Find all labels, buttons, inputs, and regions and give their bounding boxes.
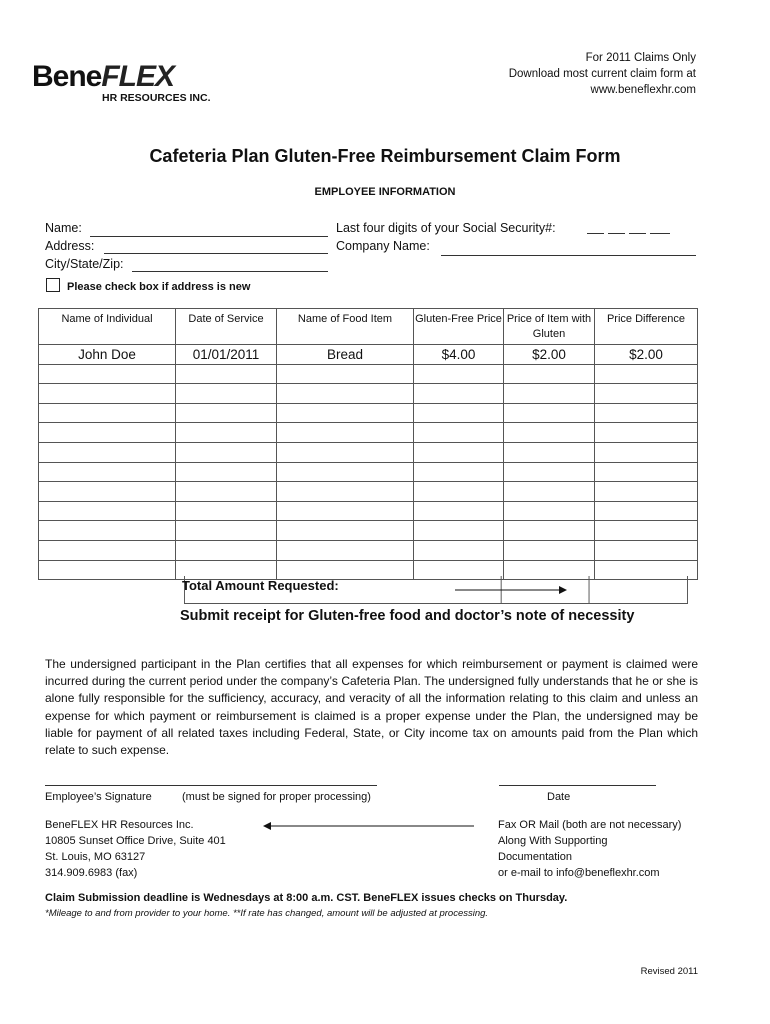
empty-cell[interactable] xyxy=(176,521,277,541)
documentation-line: Documentation xyxy=(498,851,572,863)
empty-cell[interactable] xyxy=(504,462,595,482)
empty-cell[interactable] xyxy=(595,501,698,521)
col-header-gluten-free-price: Gluten-Free Price xyxy=(414,309,504,345)
empty-cell[interactable] xyxy=(277,501,414,521)
form-title: Cafeteria Plan Gluten-Free Reimbursement Claim Form xyxy=(149,146,621,166)
empty-cell[interactable] xyxy=(277,521,414,541)
empty-cell[interactable] xyxy=(414,423,504,443)
empty-cell[interactable] xyxy=(39,423,176,443)
ssn-label: Last four digits of your Social Security#: xyxy=(336,221,556,235)
empty-cell[interactable] xyxy=(504,423,595,443)
empty-cell[interactable] xyxy=(504,482,595,502)
empty-cell[interactable] xyxy=(504,384,595,404)
table-row xyxy=(39,345,698,365)
ssn-digit-1[interactable] xyxy=(587,233,604,234)
must-sign-note: (must be signed for proper processing) xyxy=(182,791,371,803)
cell-gluten-price[interactable]: $2.00 xyxy=(504,345,595,365)
empty-cell[interactable] xyxy=(504,442,595,462)
signature-field[interactable] xyxy=(45,785,377,786)
col-header-food-item: Name of Food Item xyxy=(277,309,414,345)
submit-receipt-note: Submit receipt for Gluten-free food and doctor’s note of necessity xyxy=(180,608,635,624)
claims-table xyxy=(38,308,698,580)
email-line: or e-mail to info@beneflexhr.com xyxy=(498,867,660,879)
logo-wordmark xyxy=(32,60,174,94)
empty-cell[interactable] xyxy=(595,540,698,560)
cell-individual[interactable]: John Doe xyxy=(39,345,176,365)
empty-cell[interactable] xyxy=(176,540,277,560)
empty-cell[interactable] xyxy=(595,482,698,502)
section-title: EMPLOYEE INFORMATION xyxy=(314,186,456,198)
address-label: Address: xyxy=(45,239,95,253)
left-arrow-icon xyxy=(263,820,475,832)
total-amount-label: Total Amount Requested: xyxy=(182,578,339,593)
empty-cell[interactable] xyxy=(176,403,277,423)
empty-cell[interactable] xyxy=(39,442,176,462)
empty-cell[interactable] xyxy=(39,560,176,580)
empty-cell[interactable] xyxy=(414,442,504,462)
empty-cell[interactable] xyxy=(277,403,414,423)
table-row xyxy=(39,364,698,384)
empty-cell[interactable] xyxy=(595,442,698,462)
empty-cell[interactable] xyxy=(504,501,595,521)
empty-cell[interactable] xyxy=(39,364,176,384)
empty-cell[interactable] xyxy=(176,442,277,462)
submission-instructions xyxy=(498,817,681,881)
address-line-2: 10805 Sunset Office Drive, Suite 401 xyxy=(45,835,226,847)
company-name-field[interactable] xyxy=(441,255,696,256)
table-row xyxy=(39,540,698,560)
empty-cell[interactable] xyxy=(414,462,504,482)
table-row xyxy=(39,521,698,541)
logo-flex: FLEX xyxy=(101,60,175,93)
col-header-individual: Name of Individual xyxy=(39,309,176,345)
empty-cell[interactable] xyxy=(39,384,176,404)
fax-number: 314.909.6983 (fax) xyxy=(45,867,138,879)
right-arrow-icon xyxy=(455,584,569,596)
empty-cell[interactable] xyxy=(504,521,595,541)
empty-cell[interactable] xyxy=(504,540,595,560)
logo-bene: Bene xyxy=(32,60,102,93)
total-amount-field[interactable] xyxy=(596,579,696,603)
address-field[interactable] xyxy=(104,253,328,254)
empty-cell[interactable] xyxy=(277,364,414,384)
name-label: Name: xyxy=(45,221,82,235)
empty-cell[interactable] xyxy=(176,501,277,521)
table-header-row xyxy=(39,309,698,345)
city-state-zip-label: City/State/Zip: xyxy=(45,257,124,271)
table-row xyxy=(39,482,698,502)
fax-or-mail-line: Fax OR Mail (both are not necessary) xyxy=(498,819,682,831)
empty-cell[interactable] xyxy=(277,462,414,482)
empty-cell[interactable] xyxy=(176,364,277,384)
new-address-label: Please check box if address is new xyxy=(67,281,251,293)
table-row xyxy=(39,403,698,423)
cell-date[interactable]: 01/01/2011 xyxy=(176,345,277,365)
empty-cell[interactable] xyxy=(595,384,698,404)
address-line-3: St. Louis, MO 63127 xyxy=(45,851,146,863)
table-row xyxy=(39,442,698,462)
empty-cell[interactable] xyxy=(277,482,414,502)
col-header-price-difference: Price Difference xyxy=(595,309,698,345)
notice-line-2: Download most current claim form at xyxy=(508,68,696,80)
cell-price-difference[interactable]: $2.00 xyxy=(595,345,698,365)
notice-website: www.beneflexhr.com xyxy=(590,84,696,96)
mileage-note: *Mileage to and from provider to your home. **If rate has changed, amount will be adjusted at processing. xyxy=(45,908,489,919)
empty-cell[interactable] xyxy=(504,403,595,423)
empty-cell[interactable] xyxy=(277,540,414,560)
empty-cell[interactable] xyxy=(414,521,504,541)
empty-cell[interactable] xyxy=(176,384,277,404)
empty-cell[interactable] xyxy=(414,384,504,404)
claims-notice xyxy=(509,50,696,98)
new-address-checkbox[interactable] xyxy=(46,278,60,292)
company-name-label: Company Name: xyxy=(336,239,430,253)
employee-signature-label: Employee’s Signature xyxy=(45,791,152,803)
table-row xyxy=(39,501,698,521)
supporting-line: Along With Supporting xyxy=(498,835,608,847)
empty-cell[interactable] xyxy=(176,423,277,443)
mailing-address xyxy=(45,817,226,881)
cell-gluten-free-price[interactable]: $4.00 xyxy=(414,345,504,365)
logo-subtitle: HR RESOURCES INC. xyxy=(102,92,211,104)
empty-cell[interactable] xyxy=(176,462,277,482)
empty-cell[interactable] xyxy=(39,403,176,423)
empty-cell[interactable] xyxy=(595,364,698,384)
empty-cell[interactable] xyxy=(595,462,698,482)
cell-food-item[interactable]: Bread xyxy=(277,345,414,365)
col-header-gluten-price: Price of Item with Gluten xyxy=(504,309,595,345)
submission-deadline: Claim Submission deadline is Wednesdays at 8:00 a.m. CST. BeneFLEX issues checks on Thursday. xyxy=(45,892,568,904)
ssn-digit-2[interactable] xyxy=(608,233,625,234)
empty-cell[interactable] xyxy=(414,403,504,423)
empty-cell[interactable] xyxy=(39,482,176,502)
empty-cell[interactable] xyxy=(176,482,277,502)
empty-cell[interactable] xyxy=(595,403,698,423)
empty-cell[interactable] xyxy=(39,540,176,560)
empty-cell[interactable] xyxy=(414,364,504,384)
name-field[interactable] xyxy=(90,236,328,237)
date-field[interactable] xyxy=(499,785,656,786)
notice-line-1: For 2011 Claims Only xyxy=(585,52,696,64)
date-label: Date xyxy=(547,791,571,803)
ssn-digit-4[interactable] xyxy=(650,233,670,234)
ssn-digit-3[interactable] xyxy=(629,233,646,234)
col-header-date: Date of Service xyxy=(176,309,277,345)
table-row xyxy=(39,462,698,482)
table-row xyxy=(39,423,698,443)
empty-cell[interactable] xyxy=(39,462,176,482)
empty-cell[interactable] xyxy=(595,423,698,443)
empty-cell[interactable] xyxy=(595,521,698,541)
beneflex-logo xyxy=(32,60,232,110)
empty-cell[interactable] xyxy=(277,423,414,443)
city-state-zip-field[interactable] xyxy=(132,271,328,272)
address-line-1: BeneFLEX HR Resources Inc. xyxy=(45,819,194,831)
table-row xyxy=(39,384,698,404)
empty-cell[interactable] xyxy=(414,482,504,502)
empty-cell[interactable] xyxy=(39,521,176,541)
certification-text: The undersigned participant in the Plan certifies that all expenses for which reimbursement or payment is claimed were incurred during the current period under the company’s Cafeteria Plan. The undersigned fully understands that he or she is alone fully responsible for the sufficiency, accuracy, and veracity of all the information relating to this claim and unless an expense for which payment or reimbursement is claimed is a proper expense under the Plan, the undersigned may be liable for payment of all related taxes including Federal, State, or City income tax on amounts paid from the Plan which relate to such expense. xyxy=(45,657,698,758)
revised-label: Revised 2011 xyxy=(640,966,698,977)
empty-cell[interactable] xyxy=(39,501,176,521)
empty-cell[interactable] xyxy=(504,364,595,384)
empty-cell[interactable] xyxy=(277,384,414,404)
empty-cell[interactable] xyxy=(414,501,504,521)
empty-cell[interactable] xyxy=(277,442,414,462)
empty-cell[interactable] xyxy=(414,540,504,560)
